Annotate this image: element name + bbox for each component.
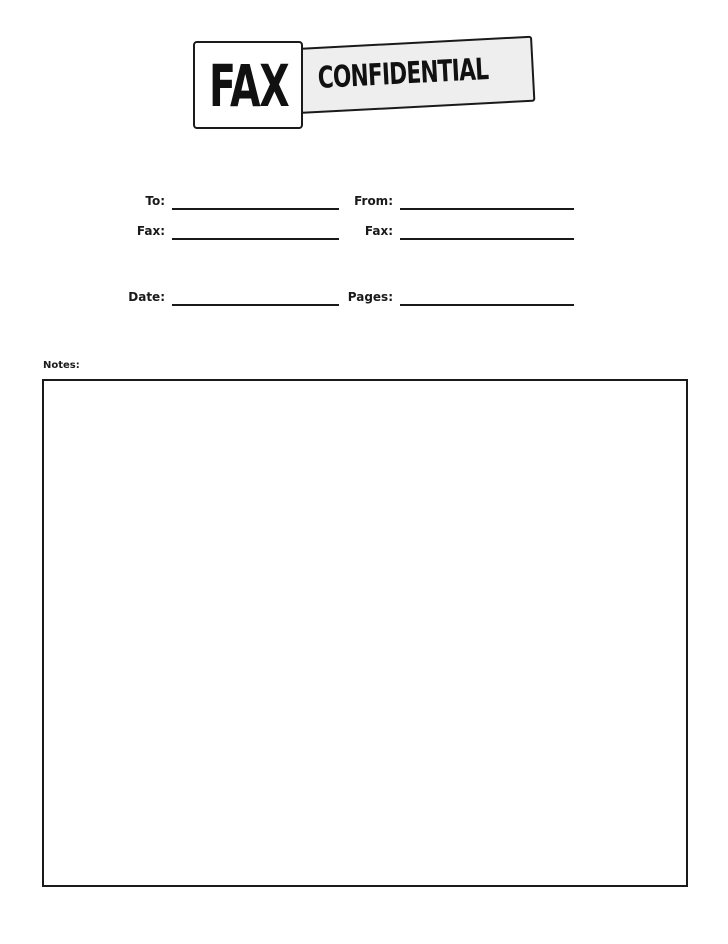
date-label: Date: <box>128 290 165 304</box>
confidential-banner <box>296 36 535 114</box>
fax-logo-box <box>193 41 303 129</box>
pages-field[interactable] <box>400 304 574 306</box>
pages-label: Pages: <box>347 290 393 304</box>
fax-to-field[interactable] <box>172 238 339 240</box>
fax-to-label: Fax: <box>136 224 165 238</box>
fax-from-label: Fax: <box>364 224 393 238</box>
fax-logo-label: FAX <box>209 52 289 120</box>
to-field[interactable] <box>172 208 339 210</box>
fax-from-field[interactable] <box>400 238 574 240</box>
date-field[interactable] <box>172 304 339 306</box>
from-label: From: <box>354 194 393 208</box>
notes-area[interactable] <box>42 379 688 887</box>
to-label: To: <box>145 194 165 208</box>
confidential-label: CONFIDENTIAL <box>316 52 490 96</box>
notes-label: Notes: <box>43 360 80 371</box>
from-field[interactable] <box>400 208 574 210</box>
